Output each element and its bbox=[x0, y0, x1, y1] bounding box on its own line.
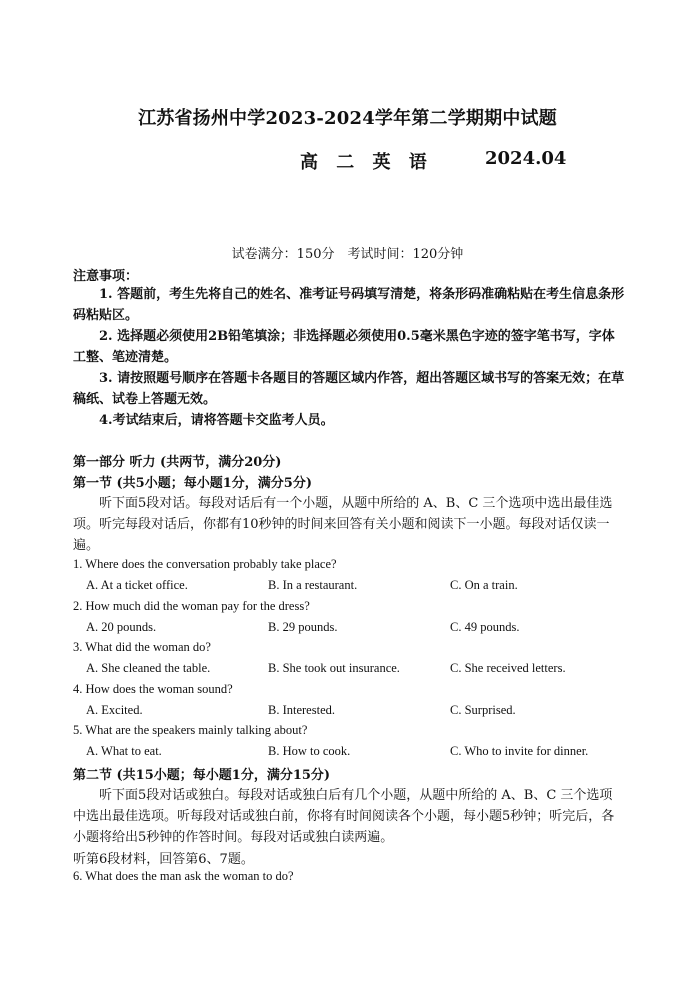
subject-label: 高 二 英 语 bbox=[300, 152, 433, 173]
option-c: C. 49 pounds. bbox=[450, 620, 520, 634]
exam-title: 江苏省扬州中学2023-2024学年第二学期期中试题 bbox=[138, 108, 557, 129]
option-c: C. On a train. bbox=[450, 578, 518, 592]
exam-meta: 试卷满分：150分 考试时间：120分钟 bbox=[231, 247, 464, 262]
option-a: A. Excited. bbox=[86, 703, 143, 717]
question-stem: 2. How much did the woman pay for the dress? bbox=[73, 599, 310, 613]
question-stem: 6. What does the man ask the woman to do? bbox=[73, 869, 294, 883]
section1-heading: 第一节 (共5小题；每小题1分，满分5分) bbox=[73, 476, 312, 491]
option-c: C. She received letters. bbox=[450, 661, 566, 675]
option-b: B. How to cook. bbox=[268, 744, 351, 758]
section2-instructions: 听下面5段对话或独白。每段对话或独白后有几个小题，从题中所给的 A、B、C 三个选项中选出最佳选项。听每段对话或独白前，你将有时间阅读各个小题，每小题5秒钟；听完后，各小题将给出5秒钟的作答时间。每段对话或独白读两遍。 bbox=[73, 788, 615, 845]
option-c: C. Who to invite for dinner. bbox=[450, 744, 589, 758]
option-b: B. She took out insurance. bbox=[268, 661, 400, 675]
option-b: B. Interested. bbox=[268, 703, 335, 717]
notes-heading: 注意事项： bbox=[73, 269, 139, 284]
note-item-2: 2. 选择题必须使用2B铅笔填涂；非选择题必须使用0.5毫米黑色字迹的签字笔书写，字体工整、笔迹清楚。 bbox=[73, 329, 615, 365]
option-b: B. 29 pounds. bbox=[268, 620, 338, 634]
section1-instructions: 听下面5段对话。每段对话后有一个小题，从题中所给的 A、B、C 三个选项中选出最佳选项。听完每段对话后，你都有10秒钟的时间来回答有关小题和阅读下一小题。每段对话仅读一遍。 bbox=[73, 496, 613, 553]
option-a: A. At a ticket office. bbox=[86, 578, 188, 592]
section2-heading: 第二节 (共15小题；每小题1分，满分15分) bbox=[73, 768, 331, 783]
option-a: A. She cleaned the table. bbox=[86, 661, 211, 675]
option-c: C. Surprised. bbox=[450, 703, 516, 717]
note-item-4: 4.考试结束后，请将答题卡交监考人员。 bbox=[99, 413, 334, 428]
option-a: A. What to eat. bbox=[86, 744, 162, 758]
note-item-3: 3. 请按照题号顺序在答题卡各题目的答题区域内作答，超出答题区域书写的答案无效；在草稿纸、试卷上答题无效。 bbox=[73, 371, 625, 407]
material-note: 听第6段材料，回答第6、7题。 bbox=[73, 852, 254, 867]
question-stem: 5. What are the speakers mainly talking about? bbox=[73, 723, 308, 737]
question-stem: 1. Where does the conversation probably take place? bbox=[73, 557, 337, 571]
note-item-1: 1. 答题前，考生先将自己的姓名、准考证号码填写清楚，将条形码准确粘贴在考生信息条形码粘贴区。 bbox=[73, 287, 625, 323]
question-stem: 3. What did the woman do? bbox=[73, 640, 211, 654]
exam-date: 2024.04 bbox=[485, 148, 567, 169]
question-stem: 4. How does the woman sound? bbox=[73, 682, 233, 696]
option-b: B. In a restaurant. bbox=[268, 578, 358, 592]
part1-heading: 第一部分 听力 (共两节，满分20分) bbox=[73, 455, 282, 470]
option-a: A. 20 pounds. bbox=[86, 620, 157, 634]
